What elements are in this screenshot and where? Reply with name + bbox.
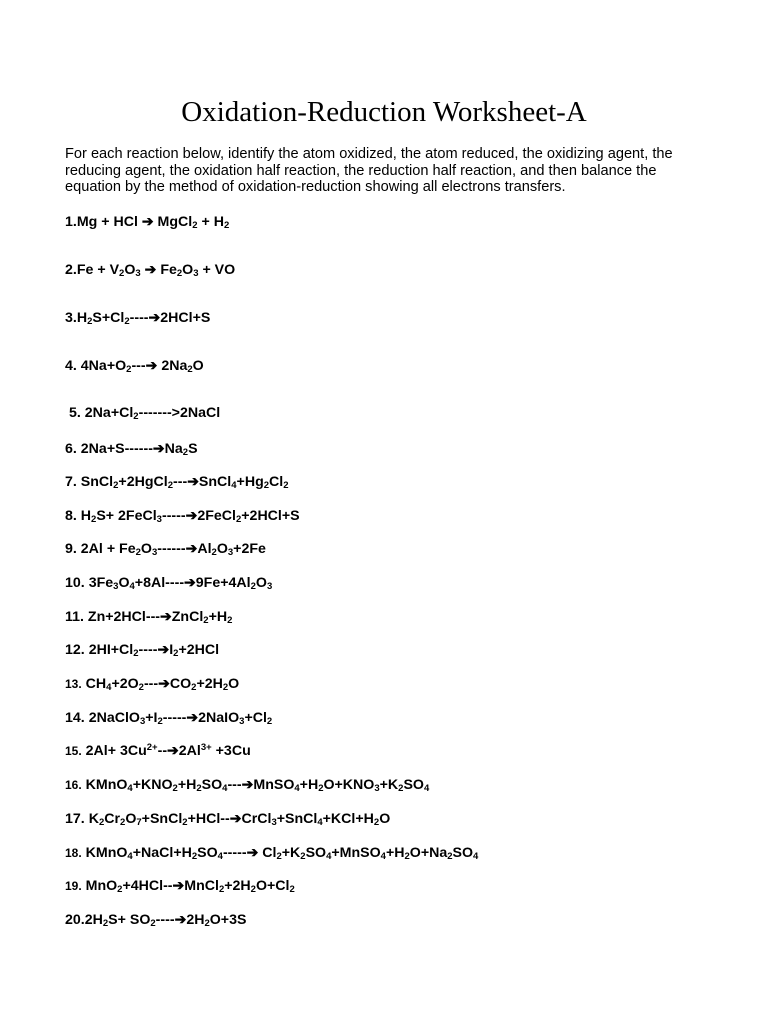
reaction-equation: $CH_4+2O_2---➔CO_2+2H_2O$ [85,675,240,693]
reaction-number: 1. [65,214,77,230]
reaction-equation: $2H_2S+$ $SO_2----➔2H_2O+3S$ [84,911,247,929]
reaction-equation: $Zn+2HCl---➔ZnCl_2+H_2$ [87,608,233,626]
instructions-paragraph: For each reaction below, identify the atom oxidized, the atom reduced, the oxidizing agent, the reducing agent, the oxidation half reaction, the reduction half reaction, and then balance the equation by the method of oxidation-reduction showing all electrons transfers. [65,146,673,195]
reaction-equation: $H_2S+Cl_2----➔2HCl+S$ [76,309,211,327]
reaction-item [65,809,390,828]
reaction-equation: $MnO_2+4HCl--➔MnCl_2+2H_2O+Cl_2$ [85,877,295,895]
reaction-number: 17. [65,811,85,827]
reaction-item [65,775,429,794]
reaction-item [65,573,272,592]
reaction-item [65,212,229,231]
reaction-item [65,472,289,491]
reaction-equation: $KMnO_4+KNO_2+H_2SO_4---➔MnSO_4+H_2O+KNO_3+K_2SO_4$ [85,776,430,794]
reaction-number: 2. [65,262,77,278]
reaction-item [65,260,235,279]
reaction-item [65,640,219,659]
reaction-equation: $3Fe_3O_4+8Al----➔9Fe+4Al_2O_3$ [88,574,273,592]
reaction-equation: $K_2Cr_2O_7+SnCl_2+HCl--➔CrCl_3+SnCl_4+KCl+H_2O$ [88,810,391,828]
reaction-equation: $2Na+S------➔Na_2S$ [80,440,198,458]
reaction-number: 20. [65,912,85,928]
reaction-number: 15. [65,744,82,758]
reaction-number: 13. [65,677,82,691]
reaction-item [65,674,239,693]
reaction-equation: $2Al+ 3Cu^{2+}--➔2Al^{3+} +3Cu$ [85,742,251,759]
reaction-equation: $2NaClO_3+I_2-----➔2NaIO_3+Cl_2$ [88,709,273,727]
reaction-number: 4. [65,358,77,374]
reaction-equation: $SnCl_2+2HgCl_2---➔SnCl_4+Hg_2Cl_2$ [80,473,289,491]
reaction-equation: $H_2S+$ 2FeCl$_3$-----➔2FeCl$_2$+2HCl+S [80,507,300,525]
reaction-equation: $KMnO_4+NaCl+H_2SO_4-----➔$ $Cl_2+K_2SO_4+MnSO_4+H_2O+Na_2SO_4$ [85,844,479,862]
reaction-number: 16. [65,778,82,792]
reaction-item [65,439,198,458]
reaction-number: 11. [65,609,84,625]
reaction-item [65,843,478,862]
reaction-item [65,876,295,895]
reaction-item [65,308,210,327]
reaction-equation: $4Na+O_2---➔$ $2Na_2O$ [80,357,204,375]
reaction-number: 8. [65,508,77,524]
reaction-number: 12. [65,642,85,658]
reaction-number: 19. [65,879,82,893]
reaction-equation: $2Al + Fe_2O_3------➔Al_2O_3+2Fe$ [80,540,266,558]
reaction-number: 3. [65,310,77,326]
reaction-number: 9. [65,541,77,557]
reaction-item [65,741,251,760]
reaction-number: 5. [69,405,81,421]
reaction-equation: $2HI+Cl_2----➔I_2+2HCl$ [88,641,220,659]
reaction-item [65,506,300,525]
reaction-equation: Mg + HCl ➔ MgCl$_2$ + $H_2$ [76,213,230,231]
reaction-number: 14. [65,710,85,726]
reaction-number: 7. [65,474,77,490]
reaction-equation: $2Na+Cl_2------->2NaCl$ [84,405,221,422]
worksheet-title: Oxidation-Reduction Worksheet-A [181,96,587,128]
reaction-item [65,356,204,375]
reaction-item [65,539,266,558]
reaction-item [65,607,232,626]
reaction-number: 18. [65,846,82,860]
reaction-equation: $Fe + V_2O_3$ ➔ $Fe_2O_3$ + VO [76,261,236,279]
reaction-number: 10. [65,575,85,591]
reaction-item [65,910,246,929]
reaction-item [69,404,220,422]
reaction-number: 6. [65,441,77,457]
reaction-item [65,708,272,727]
